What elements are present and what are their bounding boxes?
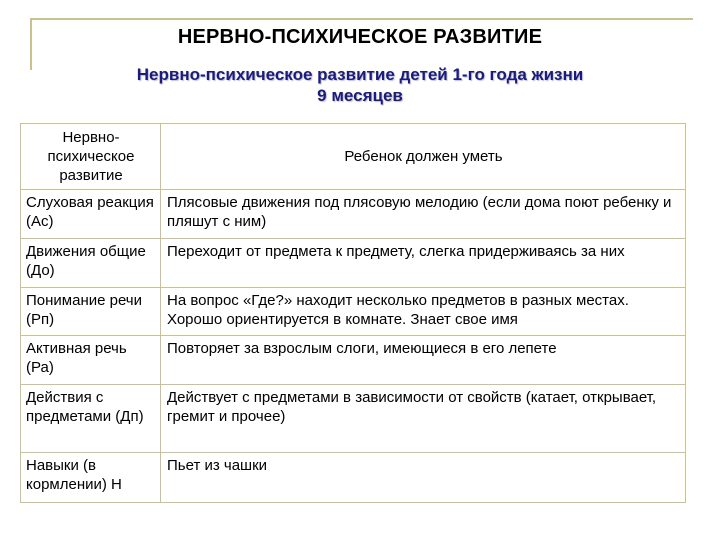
cell-area: Движения общие (До) — [21, 239, 161, 288]
cell-skill: На вопрос «Где?» находит несколько предметов в разных местах. Хорошо ориентируется в комнате. Знает свое имя — [161, 288, 686, 336]
decorative-frame-left — [30, 18, 32, 70]
cell-skill: Пьет из чашки — [161, 453, 686, 503]
cell-area: Активная речь (Ра) — [21, 336, 161, 385]
header-line: развитие — [59, 166, 123, 184]
cell-skill: Плясовые движения под плясовую мелодию (если дома поют ребенку и пляшут с ним) — [161, 190, 686, 239]
table-row — [21, 385, 686, 453]
subtitle-line-2: 9 месяцев — [317, 86, 403, 105]
development-table — [20, 123, 686, 503]
cell-area: Действия с предметами (Дп) — [21, 385, 161, 453]
subtitle-line-1: Нервно-психическое развитие детей 1-го года жизни — [136, 65, 584, 84]
cell-skill: Повторяет за взрослым слоги, имеющиеся в его лепете — [161, 336, 686, 385]
table-row — [21, 288, 686, 336]
header-line: Нервно- — [62, 128, 120, 146]
cell-skill: Переходит от предмета к предмету, слегка придерживаясь за них — [161, 239, 686, 288]
table-header-row — [21, 124, 686, 190]
table-row — [21, 336, 686, 385]
cell-area: Навыки (в кормлении) Н — [21, 453, 161, 503]
table-row — [21, 239, 686, 288]
decorative-frame-top — [30, 18, 693, 20]
table-row — [21, 453, 686, 503]
header-development-area — [21, 124, 161, 190]
cell-area: Слуховая реакция (Ас) — [21, 190, 161, 239]
page-subtitle — [40, 64, 680, 106]
header-child-skills: Ребенок должен уметь — [161, 124, 686, 190]
cell-skill: Действует с предметами в зависимости от свойств (катает, открывает, гремит и прочее) — [161, 385, 686, 453]
page-title: НЕРВНО-ПСИХИЧЕСКОЕ РАЗВИТИЕ — [177, 26, 543, 48]
header-line: психическое — [47, 147, 135, 165]
cell-area: Понимание речи (Рп) — [21, 288, 161, 336]
table-row — [21, 190, 686, 239]
